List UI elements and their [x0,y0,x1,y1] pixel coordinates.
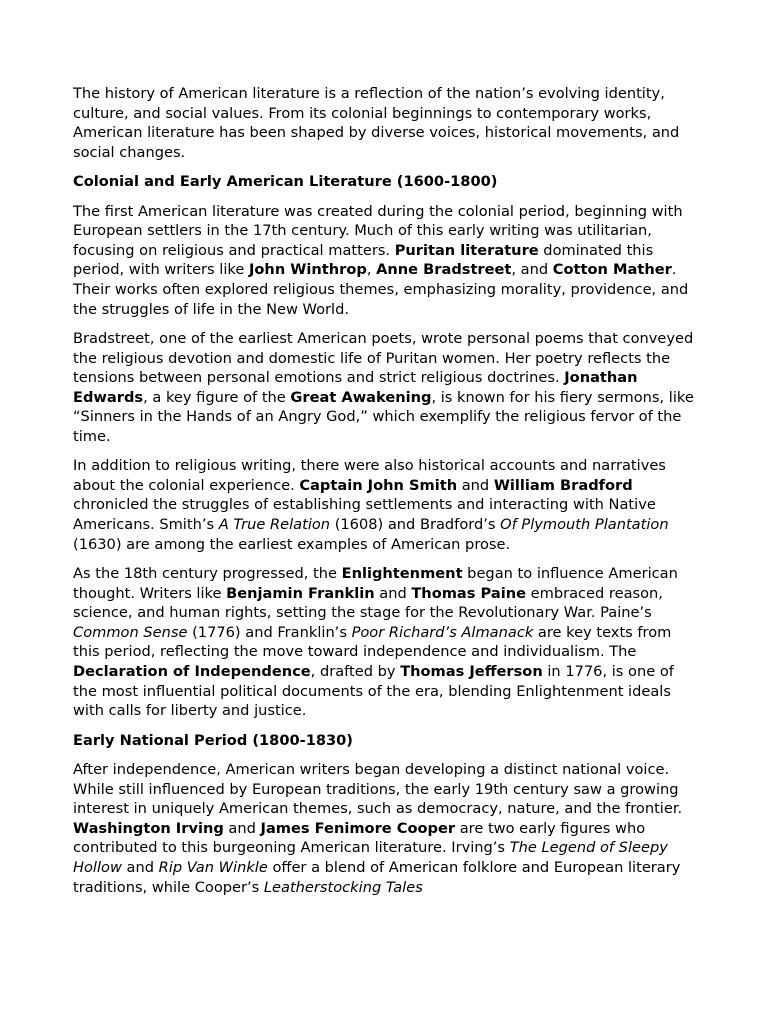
text-run: began to influence American thought. Writers like [73,565,678,602]
text-run: After independence, American writers began developing a distinct national voice. While still influenced by European traditions, the early 19th century saw a growing interest in uniquely American themes, such as democracy, nature, and the frontier. [73,760,683,818]
colonial-paragraph-3 [73,456,699,554]
text-run: offer a blend of American folklore and European literary traditions, while Cooper’s [73,858,681,896]
section-heading-colonial: Colonial and Early American Literature (1600-1800) [73,173,498,191]
text-run: are key texts from this period, reflecting the move toward independence and individualism. The [73,623,672,661]
text-run: in 1776, is one of the most influential political documents of the era, blending Enlightenment ideals with calls for liberty and justice. [73,663,674,720]
text-run: and [223,819,261,837]
document-page [73,84,699,907]
section-heading-national: Early National Period (1800-1830) [73,731,353,749]
italic-title-of-plymouth-plantation: Of Plymouth Plantation [500,516,669,534]
text-run: and [374,584,412,602]
colonial-paragraph-2 [73,329,699,447]
italic-title-legend-of-sleepy-hollow: The Legend of Sleepy Hollow [73,839,668,876]
text-run: As the 18th century progressed, the [73,565,342,583]
text-run: (1608) and Bradford’s [330,516,501,534]
text-run: In addition to religious writing, there were also historical accounts and narratives about the colonial experience. [73,457,666,494]
bold-name-thomas-paine: Thomas Paine [411,584,526,602]
colonial-paragraph-4 [73,564,699,721]
intro-paragraph [73,84,699,162]
italic-title-a-true-relation: A True Relation [218,516,331,534]
italic-title-common-sense: Common Sense [73,623,188,641]
italic-title-poor-richards-almanack: Poor Richard’s Almanack [351,623,534,641]
bold-term-enlightenment: Enlightenment [341,565,463,583]
text-run: embraced reason, science, and human rights, setting the stage for the Revolutionary War. Paine’s [73,584,663,622]
text-run: and [121,858,159,876]
bold-name-james-fenimore-cooper: James Fenimore Cooper [260,819,456,837]
bold-name-captain-john-smith: Captain John Smith [299,476,458,494]
bold-name-anne-bradstreet: Anne Bradstreet [376,261,512,279]
bold-term-puritan-literature: Puritan literature [394,241,539,259]
text-run: (1776) and Franklin’s [187,623,352,641]
bold-name-william-bradford: William Bradford [493,476,633,494]
bold-name-thomas-jefferson: Thomas Jefferson [400,663,543,681]
text-run: are two early figures who contributed to this burgeoning American literature. Irving’s [73,819,646,857]
text-run: , and [511,261,553,279]
text-run: , a key figure of the [143,388,291,406]
text-run: . Their works often explored religious themes, emphasizing morality, providence, and the struggles of life in the New World. [73,261,689,318]
colonial-paragraph-1 [73,202,699,320]
bold-name-cotton-mather: Cotton Mather [552,261,672,279]
text-run: and [457,476,494,494]
bold-term-great-awakening: Great Awakening [290,388,432,406]
text-run: The first American literature was created during the colonial period, beginning with European settlers in the 17th century. Much of this early writing was utilitarian, focusing on religious and practical matters. [73,202,683,259]
text-run: chronicled the struggles of establishing settlements and interacting with Native Americans. Smith’s [73,496,656,534]
text-run: , is known for his fiery sermons, like “Sinners in the Hands of an Angry God,” which exemplify the religious fervor of the time. [73,388,694,445]
bold-name-washington-irving: Washington Irving [73,819,224,837]
text-run: dominated this period, with writers like [73,241,654,279]
intro-text: The history of American literature is a reflection of the nation’s evolving identity, culture, and social values. From its colonial beginnings to contemporary works, American literature has been shaped by diverse voices, historical movements, and social changes. [73,85,680,161]
italic-title-leatherstocking-tales: Leatherstocking Tales [263,878,423,896]
text-run: , [366,261,377,279]
text-run: , drafted by [310,663,401,681]
bold-name-john-winthrop: John Winthrop [248,261,367,279]
bold-name-jonathan-edwards: Jonathan Edwards [73,369,638,406]
national-paragraph-1 [73,760,699,897]
text-run: Bradstreet, one of the earliest American poets, wrote personal poems that conveyed the religious devotion and domestic life of Puritan women. Her poetry reflects the tensions between personal emotions and strict religious doctrines. [73,329,694,387]
text-run: (1630) are among the earliest examples of American prose. [73,535,511,553]
bold-term-declaration-of-independence: Declaration of Independence [73,663,311,681]
bold-name-benjamin-franklin: Benjamin Franklin [226,584,375,602]
italic-title-rip-van-winkle: Rip Van Winkle [158,858,268,876]
